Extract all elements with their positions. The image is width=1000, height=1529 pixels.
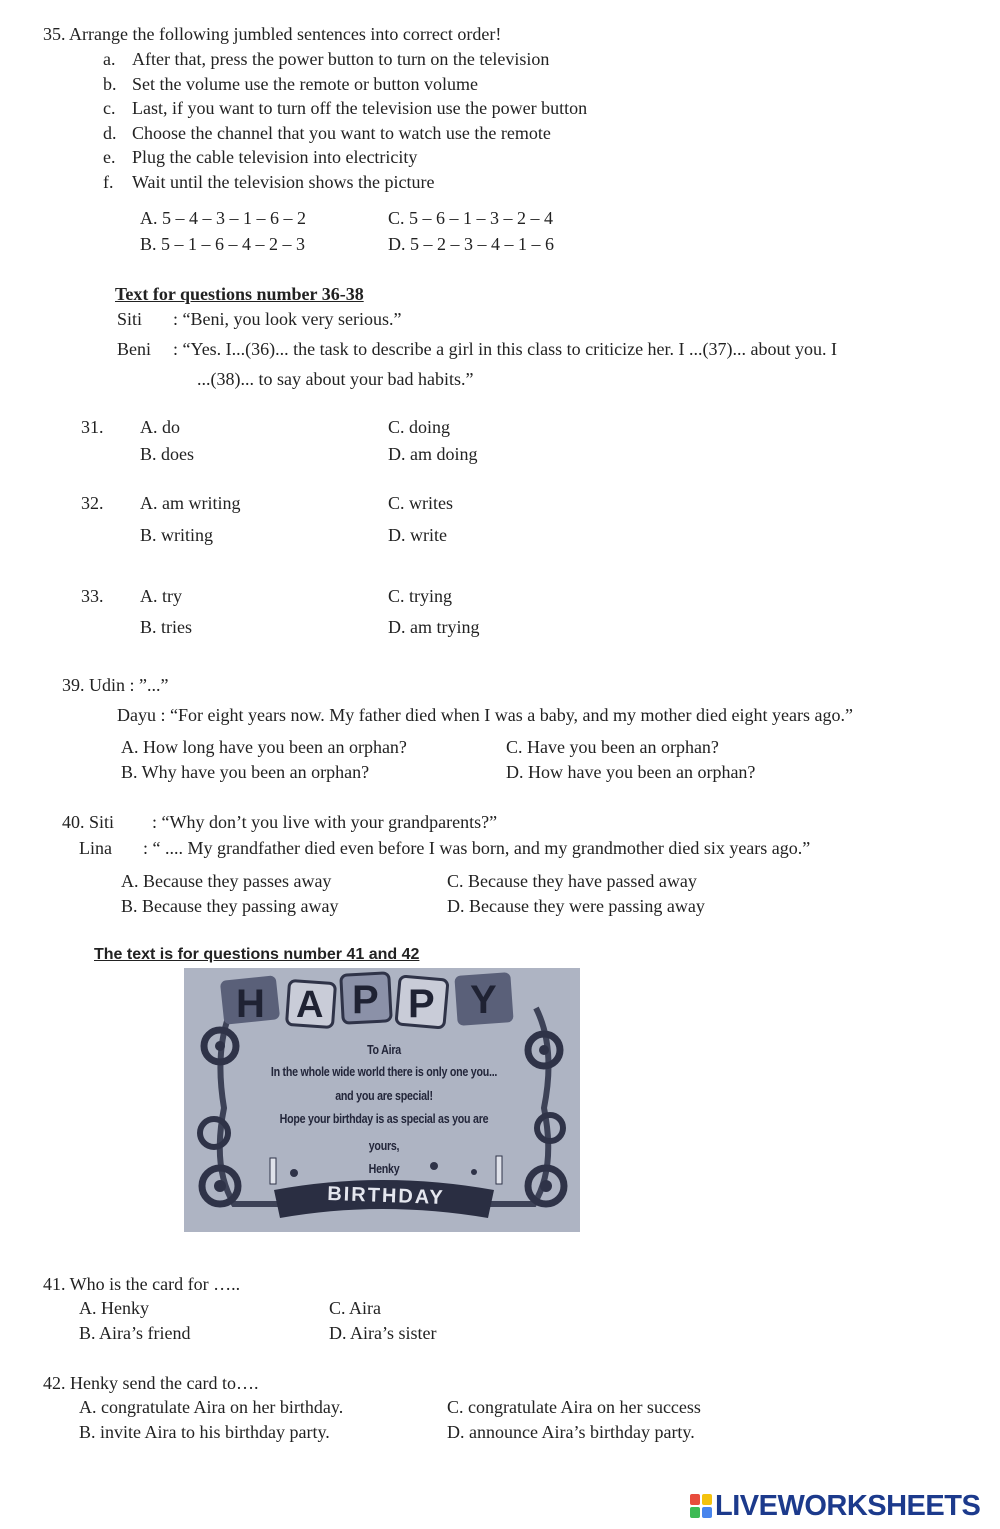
q35-sentence-text: Last, if you want to turn off the television use the power button [132, 98, 588, 119]
q40-siti-line: : “Why don’t you live with your grandparents?” [152, 812, 498, 832]
q32-option-d[interactable]: D. write [388, 525, 447, 545]
q35-prompt: 35. Arrange the following jumbled sentences into correct order! [43, 24, 502, 44]
liveworksheets-logo-text: LIVEWORKSHEETS [715, 1489, 981, 1522]
card-letter-h: H [236, 982, 265, 1026]
q40-option-d[interactable]: D. Because they were passing away [447, 896, 705, 916]
q35-sentence-letter: a. [103, 49, 116, 69]
liveworksheets-logo-icon [690, 1494, 712, 1518]
q31-option-c[interactable]: C. doing [388, 417, 451, 437]
q32-option-b[interactable]: B. writing [140, 525, 214, 545]
beni-speaker: Beni [117, 339, 151, 359]
q39-option-b[interactable]: B. Why have you been an orphan? [121, 762, 370, 782]
q33-option-c[interactable]: C. trying [388, 586, 453, 606]
siti-line: : “Beni, you look very serious.” [173, 309, 402, 329]
q42-option-c[interactable]: C. congratulate Aira on her success [447, 1397, 701, 1417]
q32-number: 32. [81, 493, 104, 513]
card-to-line: To Aira [367, 1042, 401, 1057]
card-section-heading: The text is for questions number 41 and 42 [94, 946, 420, 963]
siti-speaker: Siti [117, 309, 143, 329]
q32-option-c[interactable]: C. writes [388, 493, 453, 513]
q33-number: 33. [81, 586, 104, 606]
q35-sentence-text: After that, press the power button to turn on the television [132, 49, 550, 69]
card-letter-p1: P [352, 978, 379, 1022]
q35-sentence-text: Wait until the television shows the picture [132, 172, 435, 192]
beni-line-2: ...(38)... to say about your bad habits.” [197, 369, 474, 389]
card-message-line-3: Hope your birthday is as special as you are [279, 1111, 489, 1126]
q33-option-a[interactable]: A. try [140, 586, 182, 606]
card-message-line-1: In the whole wide world there is only one you... [270, 1064, 498, 1079]
card-signoff: yours, [368, 1138, 400, 1153]
q35-sentence-text: Set the volume use the remote or button volume [132, 73, 478, 94]
q39-udin-line: 39. Udin : ”...” [62, 675, 169, 695]
q35-option-b[interactable]: B. 5 – 1 – 6 – 4 – 2 – 3 [140, 234, 306, 254]
card-message-line-2: and you are special! [335, 1088, 433, 1103]
q42-option-d[interactable]: D. announce Aira’s birthday party. [447, 1422, 695, 1442]
q31-option-a[interactable]: A. do [140, 417, 180, 437]
card-letter-p2: P [408, 982, 435, 1026]
q35-option-d[interactable]: D. 5 – 2 – 3 – 4 – 1 – 6 [388, 234, 554, 254]
card-letter-a: A [296, 984, 324, 1026]
q33-option-d[interactable]: D. am trying [388, 617, 480, 637]
q35-option-c[interactable]: C. 5 – 6 – 1 – 3 – 2 – 4 [388, 208, 554, 228]
q39-option-d[interactable]: D. How have you been an orphan? [506, 762, 756, 782]
card-birthday-banner: BIRTHDAY [326, 1182, 446, 1210]
q35-sentence-letter: c. [103, 98, 116, 119]
q40-lina-speaker: Lina [79, 838, 112, 858]
q35-sentence-letter: d. [103, 122, 117, 143]
q35-sentence-text: Plug the cable television into electricity [132, 147, 418, 168]
q40-option-b[interactable]: B. Because they passing away [121, 896, 339, 916]
q40-option-c[interactable]: C. Because they have passed away [447, 871, 697, 891]
q32-option-a[interactable]: A. am writing [140, 493, 241, 513]
q39-dayu-line: Dayu : “For eight years now. My father died when I was a baby, and my mother died eight years ago.” [117, 705, 853, 725]
q35-sentence-letter: b. [103, 73, 117, 94]
q31-option-b[interactable]: B. does [140, 444, 194, 464]
liveworksheets-logo[interactable] [690, 1488, 980, 1524]
q41-option-d[interactable]: D. Aira’s sister [329, 1323, 437, 1343]
q42-prompt: 42. Henky send the card to…. [43, 1373, 259, 1393]
q41-option-b[interactable]: B. Aira’s friend [79, 1323, 191, 1343]
q41-prompt: 41. Who is the card for ….. [43, 1274, 241, 1294]
q42-option-b[interactable]: B. invite Aira to his birthday party. [79, 1422, 330, 1442]
q33-option-b[interactable]: B. tries [140, 617, 192, 637]
q40-lina-line: : “ .... My grandfather died even before I was born, and my grandmother died six years ago.” [143, 838, 811, 858]
q41-option-c[interactable]: C. Aira [329, 1298, 381, 1318]
q35-option-a[interactable]: A. 5 – 4 – 3 – 1 – 6 – 2 [140, 208, 306, 228]
q40-siti-speaker: 40. Siti [62, 812, 115, 832]
q42-option-a[interactable]: A. congratulate Aira on her birthday. [79, 1397, 344, 1417]
beni-line-1: : “Yes. I...(36)... the task to describe a girl in this class to criticize her. I ...(37)... about you. I [173, 339, 838, 359]
card-letter-y: Y [470, 978, 497, 1022]
q35-sentence-text: Choose the channel that you want to watch use the remote [132, 122, 551, 143]
q31-option-d[interactable]: D. am doing [388, 444, 478, 464]
q35-sentence-letter: e. [103, 147, 116, 168]
q41-option-a[interactable]: A. Henky [79, 1298, 149, 1318]
q40-option-a[interactable]: A. Because they passes away [121, 871, 332, 891]
card-signature: Henky [368, 1161, 400, 1176]
q31-number: 31. [81, 417, 104, 437]
q39-option-a[interactable]: A. How long have you been an orphan? [121, 737, 407, 757]
q35-sentence-letter: f. [103, 172, 114, 192]
text36-heading: Text for questions number 36-38 [115, 284, 364, 304]
birthday-card-image [184, 968, 580, 1232]
q39-option-c[interactable]: C. Have you been an orphan? [506, 737, 719, 757]
